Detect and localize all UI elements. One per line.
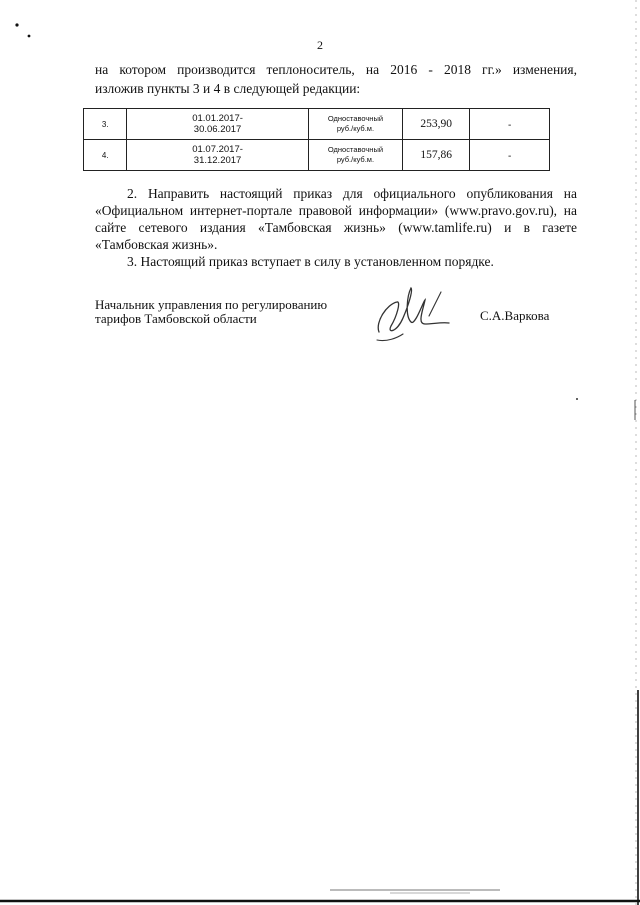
extra-value: -: [508, 151, 512, 162]
paragraph-2: 2. Направить настоящий приказ для официального опубликования на «Официальном интернет-портале правовой информации» (www.pravo.gov.ru), на сайте сетевого издания «Тамбовская жизнь» (www.tamlife.ru) и в газете «Тамбовская жизнь».: [95, 186, 577, 252]
scan-edge-right: [626, 0, 640, 905]
paragraph-3: 3. Настоящий приказ вступает в силу в установленном порядке.: [127, 254, 494, 269]
period-cell: [127, 109, 309, 140]
period-cell: [127, 140, 309, 171]
handwritten-signature: [367, 282, 467, 348]
period-start: 01.01.2017-: [192, 113, 243, 124]
tariff-type: Одноставочный: [327, 114, 384, 123]
body-text: [95, 185, 577, 270]
tariff-value: 253,90: [403, 109, 470, 140]
tariff-type-cell: [308, 109, 402, 140]
table-row: [84, 109, 550, 140]
table-row: [84, 140, 550, 171]
period-end: 31.12.2017: [193, 155, 242, 166]
tariff-value: 157,86: [403, 140, 470, 171]
scan-edge-bottom: [0, 888, 640, 905]
extra-cell: [470, 140, 550, 171]
period-start: 01.07.2017-: [192, 144, 243, 155]
row-number: 3.: [84, 109, 127, 140]
tariff-type: Одноставочный: [327, 145, 384, 154]
page-number: 2: [317, 38, 323, 52]
period-end: 30.06.2017: [193, 124, 242, 135]
signature-block: [95, 298, 565, 348]
tariff-type-cell: [308, 140, 402, 171]
signatory-title: [95, 298, 375, 326]
scan-dot: [574, 396, 580, 402]
intro-line-1: на котором производится теплоноситель, на 2016 - 2018 гг.» изменения,: [95, 62, 577, 77]
extra-cell: [470, 109, 550, 140]
intro-line-2: изложив пункты 3 и 4 в следующей редакции:: [95, 81, 361, 96]
signatory-title-line-2: тарифов Тамбовской области: [95, 311, 257, 326]
signatory-title-line-1: Начальник управления по регулированию: [95, 297, 328, 312]
tariff-unit: руб./куб.м.: [336, 124, 375, 133]
row-number: 4.: [84, 140, 127, 171]
extra-value: -: [508, 120, 512, 131]
tariff-unit: руб./куб.м.: [336, 155, 375, 164]
intro-paragraph: [95, 60, 577, 98]
tariff-table: [83, 108, 550, 171]
signatory-name: С.А.Варкова: [480, 308, 550, 323]
